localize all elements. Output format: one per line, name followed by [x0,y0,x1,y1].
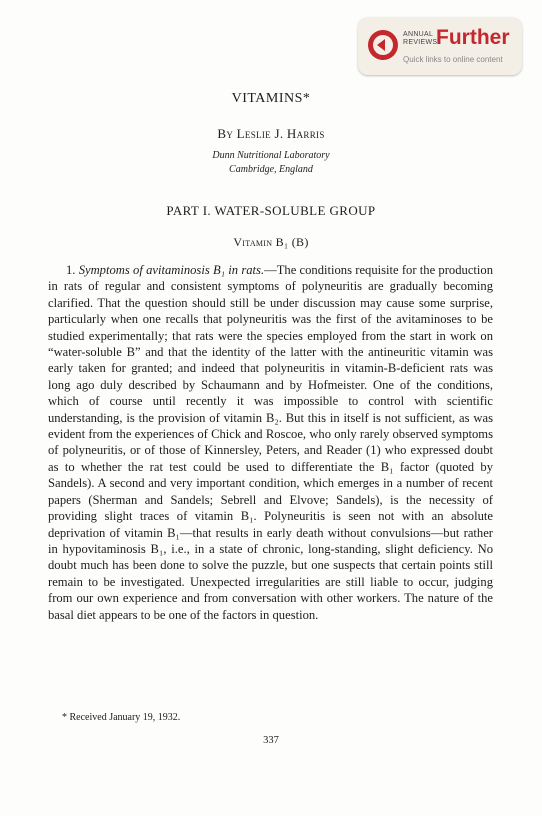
author-affiliation-place: Cambridge, England [229,164,313,175]
article-author: By Leslie J. Harris [217,126,325,141]
page-number: 337 [263,735,279,746]
footnote: * Received January 19, 1932. [62,712,181,723]
article-title: VITAMINS* [231,91,311,106]
quick-links-label[interactable]: Quick links to online content [403,55,503,64]
further-badge[interactable] [358,17,522,75]
paragraph-number: 1. [66,263,79,277]
annual-reviews-label: ANNUAL REVIEWS [403,31,438,46]
part-heading: PART I. WATER-SOLUBLE GROUP [166,203,376,218]
paragraph-text: —The conditions requisite for the production in rats of regular and consistent symptoms of polyneuritis are gradually becoming clarified. That the question should still be under discussion may cause some surprise, particularly when one recalls that polyneuritis was the first of the avitaminoses to be studied experimentally; that rats were the species employed from the start in work on “water-soluble B” and that the identity of the latter with the antineuritic vitamin was early taken for granted; and indeed that polyneuritis in vitamin-B-deficient rats was long ago duly described by Schaumann and by Hofmeister. One of the conditions, which of course until recently it was impossible to control with scientific understanding, is the provision of vitamin B₂. But this in itself is not sufficient, as was evident from the experiences of Chick and Roscoe, who only rarely observed symptoms of polyneuritis, or of those of Kinnersley, Peters, and Reader (1) who expressed doubt as to whether the rat test could be used to differentiate the B₁ factor (quoted by Sandels). A second and very important condition, which emerges in a number of recent papers (Sherman and Sandels; Sebrell and Elvove; Sandels), is the necessity of providing slight traces of vitamin B₁. Polyneuritis is seen not with an absolute deprivation of vitamin B₁—that results in early death without convulsions—but rather in hypovitaminosis B₁, i.e., in a state of chronic, long-standing, slight deficiency. No doubt much has been done to solve the puzzle, but one suspects that certain points still remain to be investigated. Unexpected irregularities are still liable to occur, judging from our own experience and from conversation with other workers. The nature of the basal diet appears to be one of the factors in question. [48,263,493,622]
body-paragraph [48,262,493,623]
further-label: Further [436,26,510,49]
paragraph-heading: Symptoms of avitaminosis B₁ in rats. [78,263,265,277]
annual-reviews-logo-icon [368,30,398,60]
section-heading: Vitamin B₁ (B) [233,235,309,249]
author-affiliation-lab: Dunn Nutritional Laboratory [212,150,330,161]
